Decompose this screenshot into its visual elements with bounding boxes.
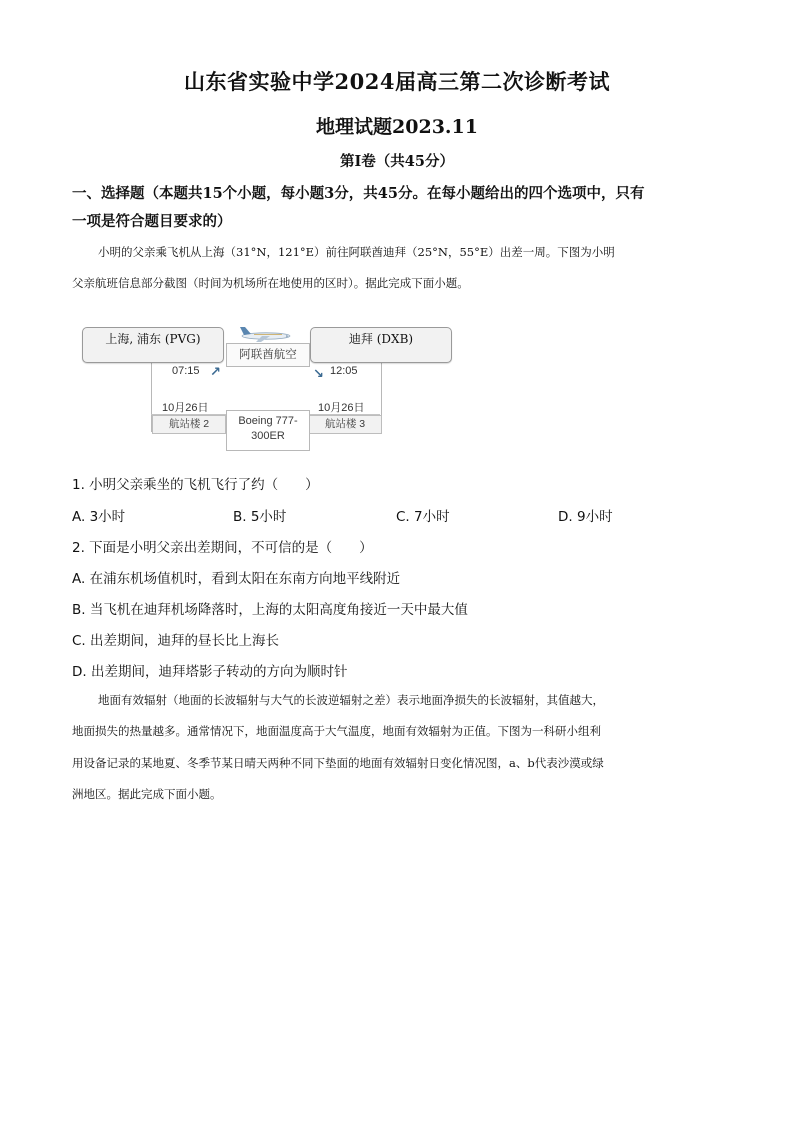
- intro1-line1: 小明的父亲乘飞机从上海（31°N，121°E）前往阿联酋迪拜（25°N，55°E）出差一周。下图为小明: [98, 245, 615, 259]
- question-1-option-a: A. 3小时: [72, 509, 126, 525]
- question-2-option-c: C. 出差期间，迪拜的昼长比上海长: [72, 633, 280, 649]
- volume-heading: 第I卷（共45分）: [340, 153, 454, 170]
- question-1-option-c: C. 7小时: [396, 509, 450, 525]
- aircraft-type-line2: 300ER: [251, 430, 285, 442]
- intro2-line4: 洲地区。据此完成下面小题。: [72, 787, 222, 801]
- question-2-stem: 2. 下面是小明父亲出差期间，不可信的是（ ）: [72, 540, 373, 556]
- arrive-time: 12:05: [330, 365, 358, 377]
- aircraft-type-line1: Boeing 777-: [238, 415, 298, 427]
- intro2-line1: 地面有效辐射（地面的长波辐射与大气的长波逆辐射之差）表示地面净损失的长波辐射，其值越大，: [98, 693, 604, 707]
- arrive-arrow-icon: ↘: [313, 366, 324, 381]
- intro2-line3: 用设备记录的某地夏、冬季节某日晴天两种不同下垫面的地面有效辐射日变化情况图，a、b代表沙漠或绿: [72, 756, 604, 770]
- question-1-stem: 1. 小明父亲乘坐的飞机飞行了约（ ）: [72, 477, 319, 493]
- question-1-option-b: B. 5小时: [233, 509, 287, 525]
- airplane-icon: [236, 324, 294, 344]
- intro2-line2: 地面损失的热量越多。通常情况下，地面温度高于大气温度，地面有效辐射为正值。下图为一科研小组利: [72, 724, 601, 738]
- destination-airport: [310, 327, 452, 363]
- section-heading-line1: 一、选择题（本题共15个小题，每小题3分，共45分。在每小题给出的四个选项中，只有: [72, 185, 645, 202]
- depart-terminal: 航站楼 2: [152, 415, 226, 434]
- airline-name: 阿联酋航空: [226, 343, 310, 367]
- question-1-option-d: D. 9小时: [558, 509, 613, 525]
- aircraft-type: [226, 410, 310, 451]
- depart-time: 07:15: [172, 365, 200, 377]
- question-2-option-b: B. 当飞机在迪拜机场降落时，上海的太阳高度角接近一天中最大值: [72, 602, 468, 618]
- depart-date: 10月26日: [162, 402, 209, 414]
- origin-airport: [82, 327, 224, 363]
- arrive-date: 10月26日: [318, 402, 365, 414]
- section-heading-line2: 一项是符合题目要求的）: [72, 213, 232, 230]
- exam-title: 山东省实验中学2024届高三第二次诊断考试: [184, 69, 610, 94]
- destination-airport-label: 迪拜 (DXB): [348, 332, 414, 346]
- question-2-option-a: A. 在浦东机场值机时，看到太阳在东南方向地平线附近: [72, 571, 401, 587]
- intro1-line2: 父亲航班信息部分截图（时间为机场所在地使用的区时）。据此完成下面小题。: [72, 276, 469, 290]
- arrive-terminal: 航站楼 3: [308, 415, 382, 434]
- origin-airport-label: 上海, 浦东 (PVG): [105, 332, 201, 346]
- exam-subject: 地理试题2023.11: [316, 116, 478, 138]
- depart-arrow-icon: ↗: [210, 364, 221, 379]
- question-2-option-d: D. 出差期间，迪拜塔影子转动的方向为顺时针: [72, 664, 348, 680]
